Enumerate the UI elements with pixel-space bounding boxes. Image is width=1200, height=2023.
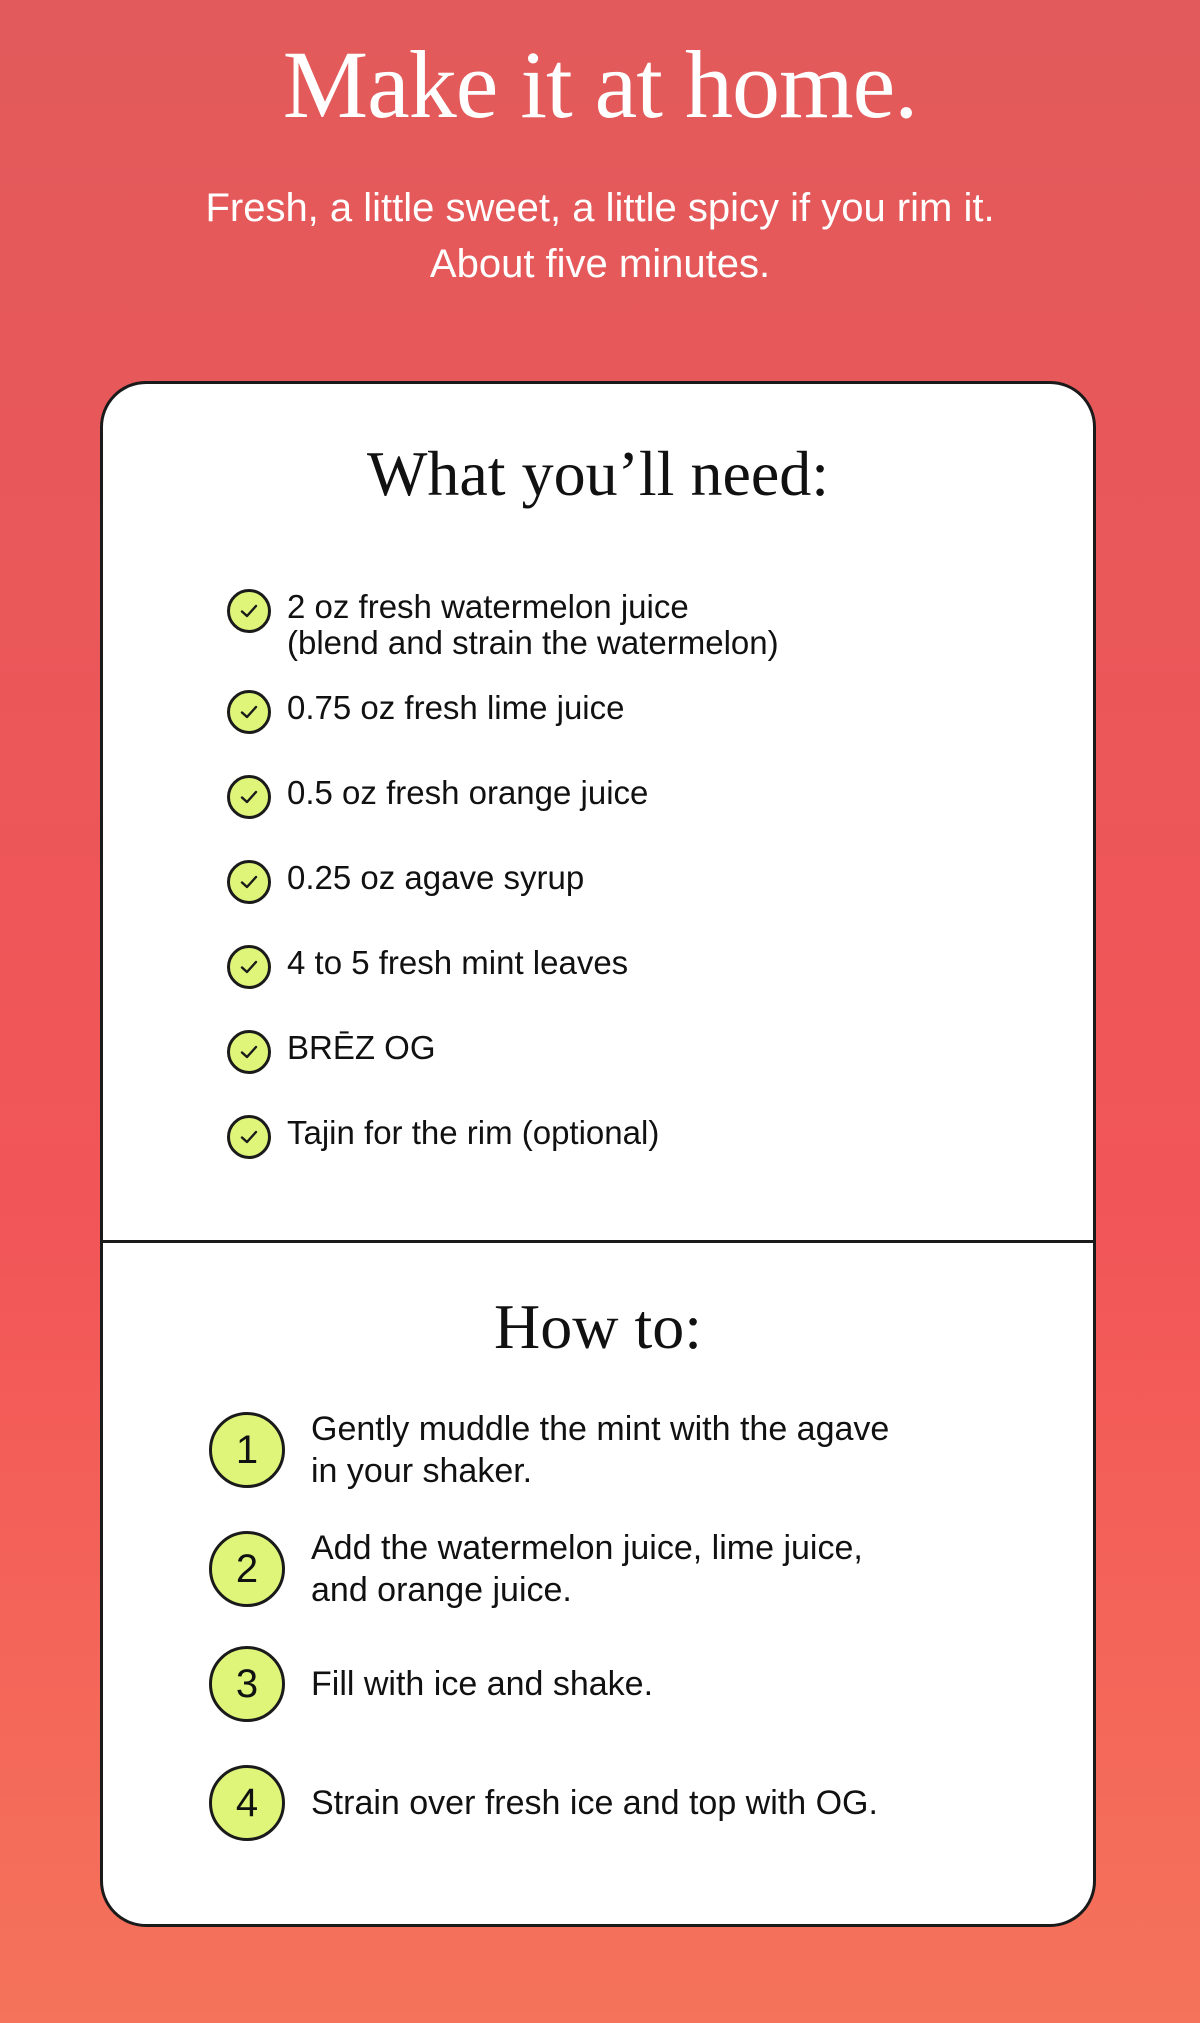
ingredient-item — [227, 860, 584, 904]
step-number-badge: 4 — [209, 1765, 285, 1841]
ingredient-line: BRĒZ OG — [287, 1029, 436, 1066]
step-text — [311, 1782, 878, 1824]
ingredient-item — [227, 1115, 659, 1159]
ingredient-text — [287, 1115, 659, 1151]
step-line: and orange juice. — [311, 1571, 572, 1609]
check-circle-icon — [227, 1115, 271, 1159]
check-circle-icon — [227, 775, 271, 819]
instruction-step — [209, 1765, 878, 1841]
check-circle-icon — [227, 1030, 271, 1074]
ingredient-line: 2 oz fresh watermelon juice — [287, 588, 689, 625]
check-circle-icon — [227, 589, 271, 633]
subtitle-line: About five minutes. — [429, 242, 771, 286]
check-circle-icon — [227, 945, 271, 989]
ingredient-item — [227, 775, 648, 819]
ingredients-heading: What you’ll need: — [366, 438, 830, 509]
instruction-step — [209, 1408, 889, 1492]
ingredient-text — [287, 775, 648, 811]
check-circle-icon — [227, 690, 271, 734]
ingredient-item — [227, 945, 628, 989]
step-text — [311, 1408, 889, 1492]
step-text — [311, 1527, 863, 1611]
section-divider — [103, 1240, 1093, 1243]
ingredient-line: 0.5 oz fresh orange juice — [287, 774, 649, 811]
step-line: in your shaker. — [311, 1452, 533, 1490]
ingredient-text — [287, 589, 779, 661]
step-line: Strain over fresh ice and top with OG. — [311, 1784, 878, 1822]
ingredient-line: 0.75 oz fresh lime juice — [287, 689, 625, 726]
step-line: Gently muddle the mint with the agave — [311, 1410, 890, 1448]
ingredient-text — [287, 1030, 436, 1066]
instructions-heading: How to: — [494, 1291, 702, 1362]
step-number-badge: 3 — [209, 1646, 285, 1722]
ingredient-line: Tajin for the rim (optional) — [287, 1114, 660, 1151]
ingredient-note: (blend and strain the watermelon) — [287, 624, 779, 661]
page-subtitle — [0, 180, 1200, 292]
ingredient-text — [287, 690, 625, 726]
ingredient-item — [227, 1030, 436, 1074]
step-number-badge: 2 — [209, 1531, 285, 1607]
step-line: Add the watermelon juice, lime juice, — [311, 1529, 863, 1567]
ingredient-line: 0.25 oz agave syrup — [287, 859, 585, 896]
step-text — [311, 1663, 653, 1705]
instruction-step — [209, 1527, 863, 1611]
ingredient-item — [227, 589, 779, 661]
ingredient-text — [287, 860, 584, 896]
ingredient-item — [227, 690, 625, 734]
step-line: Fill with ice and shake. — [311, 1665, 654, 1703]
subtitle-line: Fresh, a little sweet, a little spicy if you rim it. — [205, 186, 995, 230]
step-number-badge: 1 — [209, 1412, 285, 1488]
recipe-card — [100, 381, 1096, 1927]
ingredient-line: 4 to 5 fresh mint leaves — [287, 944, 629, 981]
ingredient-text — [287, 945, 628, 981]
page-title: Make it at home. — [282, 31, 918, 138]
check-circle-icon — [227, 860, 271, 904]
instruction-step — [209, 1646, 653, 1722]
